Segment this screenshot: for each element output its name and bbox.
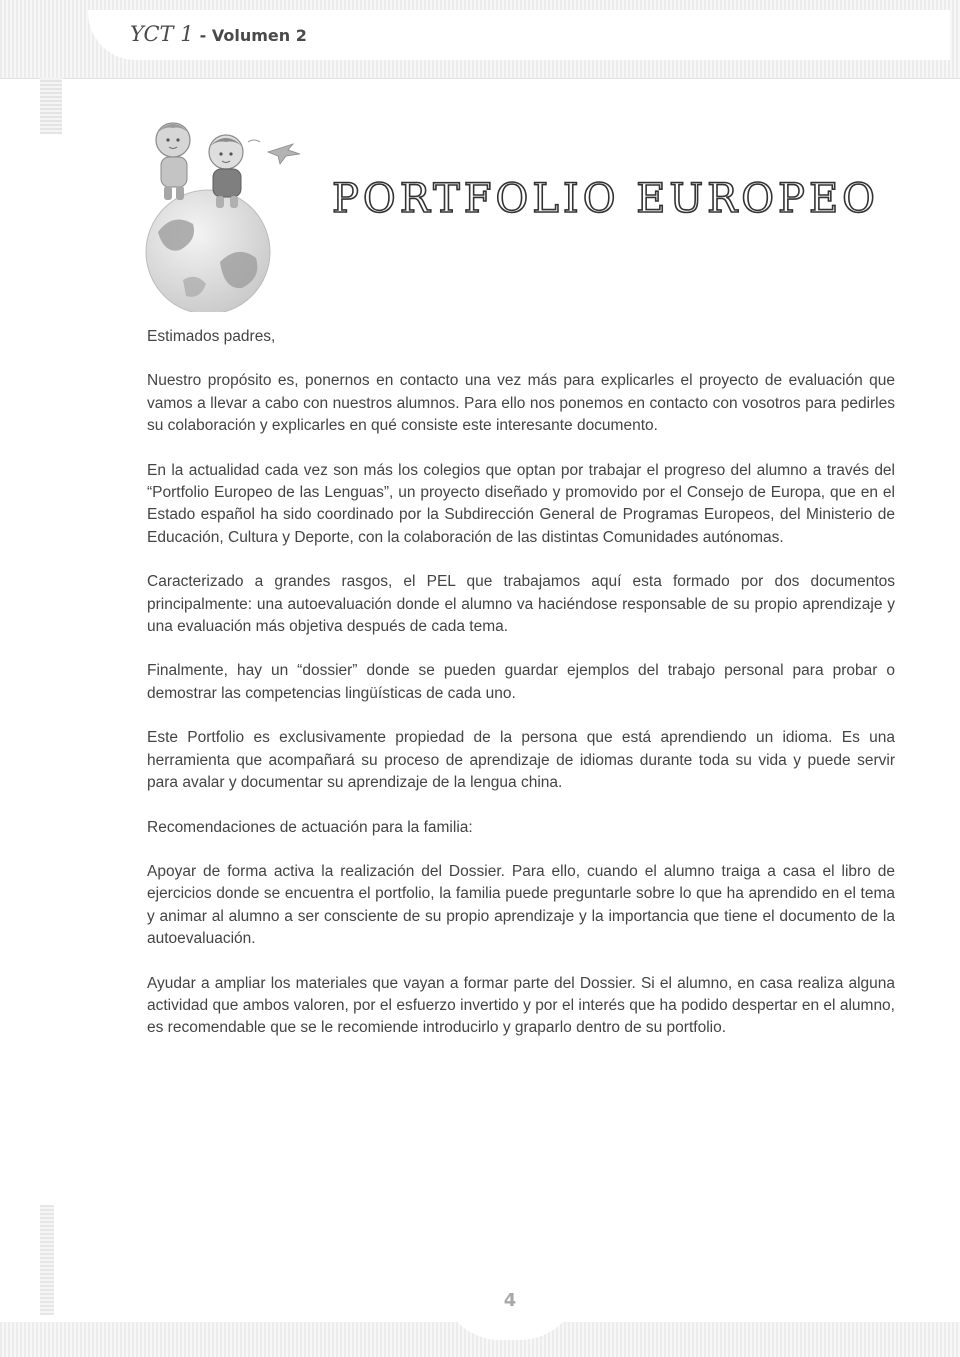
page-title: PORTFOLIO EUROPEO bbox=[332, 176, 879, 222]
letter-body bbox=[147, 326, 895, 1062]
paragraph-dossier: Finalmente, hay un “dossier” donde se pueden guardar ejemplos del trabajo personal para probar o demostrar las competencias lingüísticas de cada uno. bbox=[147, 662, 895, 702]
salutation: Estimados padres, bbox=[147, 328, 276, 345]
margin-texture-bottom bbox=[40, 1205, 54, 1315]
paragraph-recommendation-1: Apoyar de forma activa la realización del Dossier. Para ello, cuando el alumno traiga a casa el libro de ejercicios donde se encuentra el portfolio, la familia puede preguntarle sobre lo que ha aprendido en el tema y animar al alumno a ser consciente de su propio aprendizaje y la importancia que tiene el documento de la autoevaluación. bbox=[147, 862, 895, 948]
series-name: YCT 1 bbox=[130, 22, 194, 46]
paragraph-context: En la actualidad cada vez son más los colegios que optan por trabajar el progreso del alumno a través del “Portfolio Europeo de las Lenguas”, un proyecto diseñado y promovido por el Consejo de Europa, que en el Estado español ha sido coordinado por la Subdirección General de Programas Europeos, del Ministerio de Educación, Cultura y Deporte, con la colaboración de las distintas Comunidades autónomas. bbox=[147, 461, 895, 546]
paragraph-ownership: Este Portfolio es exclusivamente propiedad de la persona que está aprendiendo un idioma. Es una herramienta que acompañará su proceso de aprendizaje de idiomas durante toda su vida y puede servir para avalar y documentar su aprendizaje de la lengua china. bbox=[147, 729, 895, 792]
recommendations-heading: Recomendaciones de actuación para la familia: bbox=[147, 818, 473, 836]
paragraph-recommendation-2: Ayudar a ampliar los materiales que vayan a formar parte del Dossier. Si el alumno, en casa realiza alguna actividad que ambos valoren, por el esfuerzo invertido y por el interés que ha podido despertar en el alumno, es recomendable que se le recomiende introducirlo y graparlo dentro de su portfolio. bbox=[147, 974, 895, 1037]
margin-texture bbox=[40, 78, 62, 134]
page-number: 4 bbox=[503, 1290, 517, 1311]
paragraph-purpose: Nuestro propósito es, ponernos en contacto una vez más para explicarles el proyecto de evaluación que vamos a llevar a cabo con nuestros alumnos. Para ello nos ponemos en contacto con vosotros para pedirles su colaboración y explicarles en qué consiste este interesante documento. bbox=[147, 372, 895, 435]
children-on-globe-icon bbox=[128, 112, 308, 312]
header-label bbox=[130, 22, 307, 46]
volume-label: - Volumen 2 bbox=[199, 26, 307, 45]
paragraph-description: Caracterizado a grandes rasgos, el PEL que trabajamos aquí esta formado por dos documentos principalmente: una autoevaluación donde el alumno va haciéndose responsable de su propio aprendizaje y una evaluación más objetiva después de cada tema. bbox=[147, 573, 895, 636]
